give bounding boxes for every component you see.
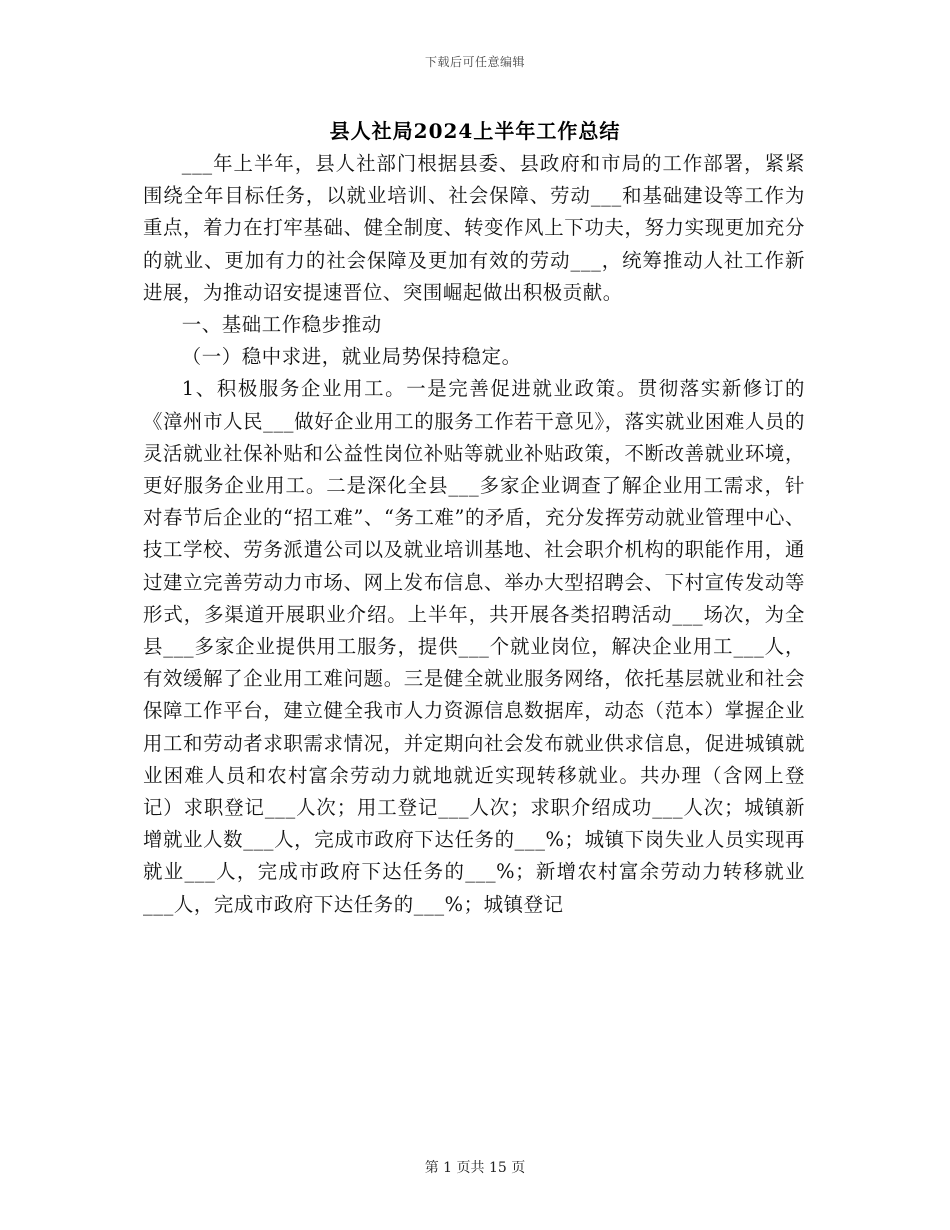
- subsection-heading: （一）稳中求进，就业局势保持稳定。: [181, 345, 522, 369]
- paragraph-intro: ___年上半年，县人社部门根据县委、县政府和市局的工作部署，紧紧围绕全年目标任务，以就业培训、社会保障、劳动___和基础建设等工作为重点，着力在打牢基础、健全制度、转变作风上下功夫，努力实现更加充分的就业、更加有力的社会保障及更加有效的劳动___，统筹推动人社工作新进展，为推动诏安提速晋位、突围崛起做出积极贡献。: [143, 152, 805, 304]
- page-number: 第 1 页共 15 页: [424, 1160, 526, 1176]
- document-title: 县人社局2024上半年工作总结: [329, 119, 621, 143]
- page-header-note: 下载后可任意编辑: [424, 55, 525, 69]
- section-heading: 一、基础工作稳步推动: [181, 313, 382, 337]
- document-body: [143, 148, 805, 921]
- paragraph-employment: 1、积极服务企业用工。一是完善促进就业政策。贯彻落实新修订的《漳州市人民___做好企业用工的服务工作若干意见》，落实就业困难人员的灵活就业社保补贴和公益性岗位补贴等就业补贴政策，不断改善就业环境，更好服务企业用工。二是深化全县___多家企业调查了解企业用工需求，针对春节后企业的“招工难”、“务工难”的矛盾，充分发挥劳动就业管理中心、技工学校、劳务派遣公司以及就业培训基地、社会职介机构的职能作用，通过建立完善劳动力市场、网上发布信息、举办大型招聘会、下村宣传发动等形式，多渠道开展职业介绍。上半年，共开展各类招聘活动___场次，为全县___多家企业提供用工服务，提供___个就业岗位，解决企业用工___人，有效缓解了企业用工难问题。三是健全就业服务网络，依托基层就业和社会保障工作平台，建立健全我市人力资源信息数据库，动态（范本）掌握企业用工和劳动者求职需求情况，并定期向社会发布就业供求信息，促进城镇就业困难人员和农村富余劳动力就地就近实现转移就业。共办理（含网上登记）求职登记___人次；用工登记___人次；求职介绍成功___人次；城镇新增就业人数___人，完成市政府下达任务的___%；城镇下岗失业人员实现再就业___人，完成市政府下达任务的___%；新增农村富余劳动力转移就业___人，完成市政府下达任务的___%；城镇登记: [143, 377, 805, 916]
